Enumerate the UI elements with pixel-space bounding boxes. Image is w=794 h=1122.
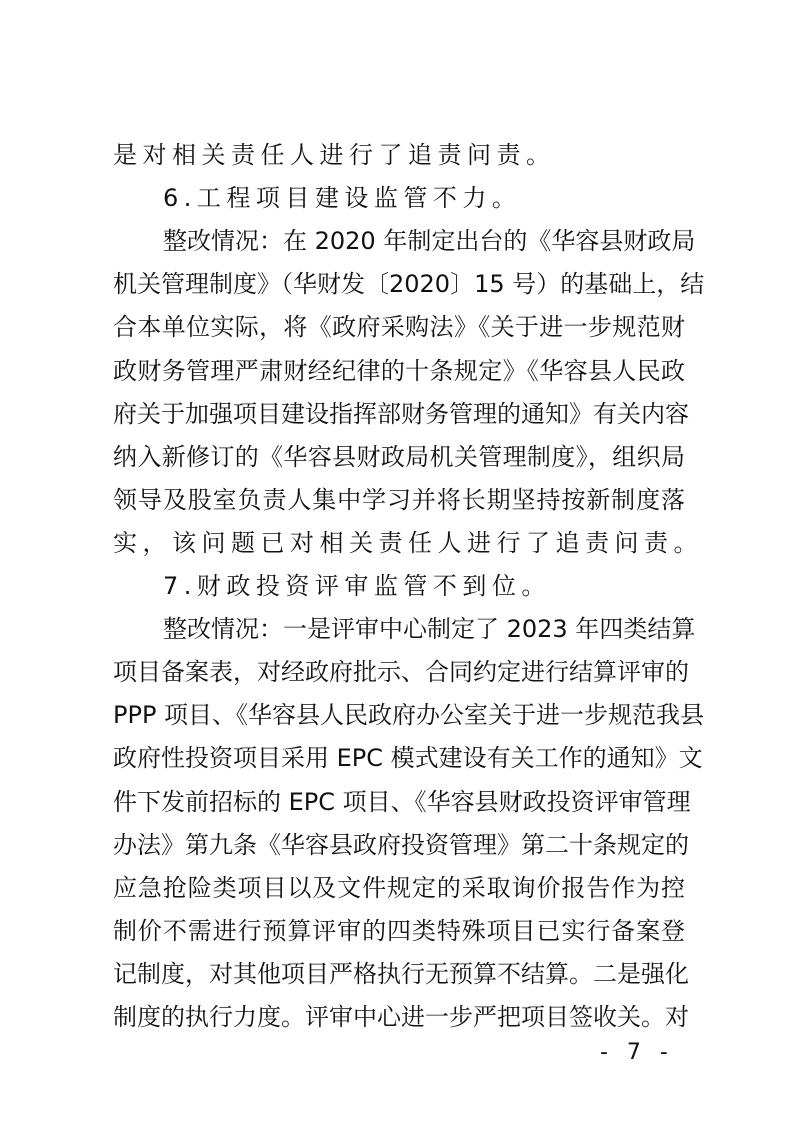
- text-line: PPP 项目、《华容县人民政府办公室关于进一步规范我县: [113, 701, 705, 730]
- page-number: - 7 -: [600, 1040, 674, 1065]
- text-line: 整改情况：一是评审中心制定了 2023 年四类结算: [163, 615, 696, 644]
- text-line: 件下发前招标的 EPC 项目、《华容县财政投资评审管理: [113, 787, 691, 816]
- text-line: 办法》第九条《华容县政府投资管理》第二十条规定的: [113, 830, 689, 859]
- text-line: 合本单位实际，将《政府采购法》《关于进一步规范财: [113, 313, 685, 342]
- text-line: 领导及股室负责人集中学习并将长期坚持按新制度落: [113, 485, 685, 514]
- text-line: 整改情况：在 2020 年制定出台的《华容县财政局: [163, 227, 696, 256]
- text-line: 制价不需进行预算评审的四类特殊项目已实行备案登: [113, 916, 685, 945]
- text-line: 应急抢险类项目以及文件规定的采取询价报告作为控: [113, 873, 685, 902]
- text-line: 7.财政投资评审监管不到位。: [163, 572, 551, 600]
- text-line: 是对相关责任人进行了追责问责。: [113, 141, 556, 169]
- text-line: 实，该问题已对相关责任人进行了追责问责。: [113, 528, 703, 557]
- text-line: 纳入新修订的《华容县财政局机关管理制度》，组织局: [113, 442, 685, 471]
- text-line: 机关管理制度》（华财发〔2020〕15 号）的基础上，结: [113, 270, 705, 299]
- text-line: 项目备案表，对经政府批示、合同约定进行结算评审的: [113, 658, 689, 687]
- text-line: 府关于加强项目建设指挥部财务管理的通知》有关内容: [113, 399, 689, 428]
- text-line: 6.工程项目建设监管不力。: [163, 184, 522, 213]
- text-line: 政财务管理严肃财经纪律的十条规定》《华容县人民政: [113, 356, 685, 385]
- text-line: 政府性投资项目采用 EPC 模式建设有关工作的通知》文: [113, 744, 703, 773]
- text-line: 记制度，对其他项目严格执行无预算不结算。二是强化: [113, 959, 689, 988]
- text-line: 制度的执行力度。评审中心进一步严把项目签收关。对: [113, 1003, 689, 1031]
